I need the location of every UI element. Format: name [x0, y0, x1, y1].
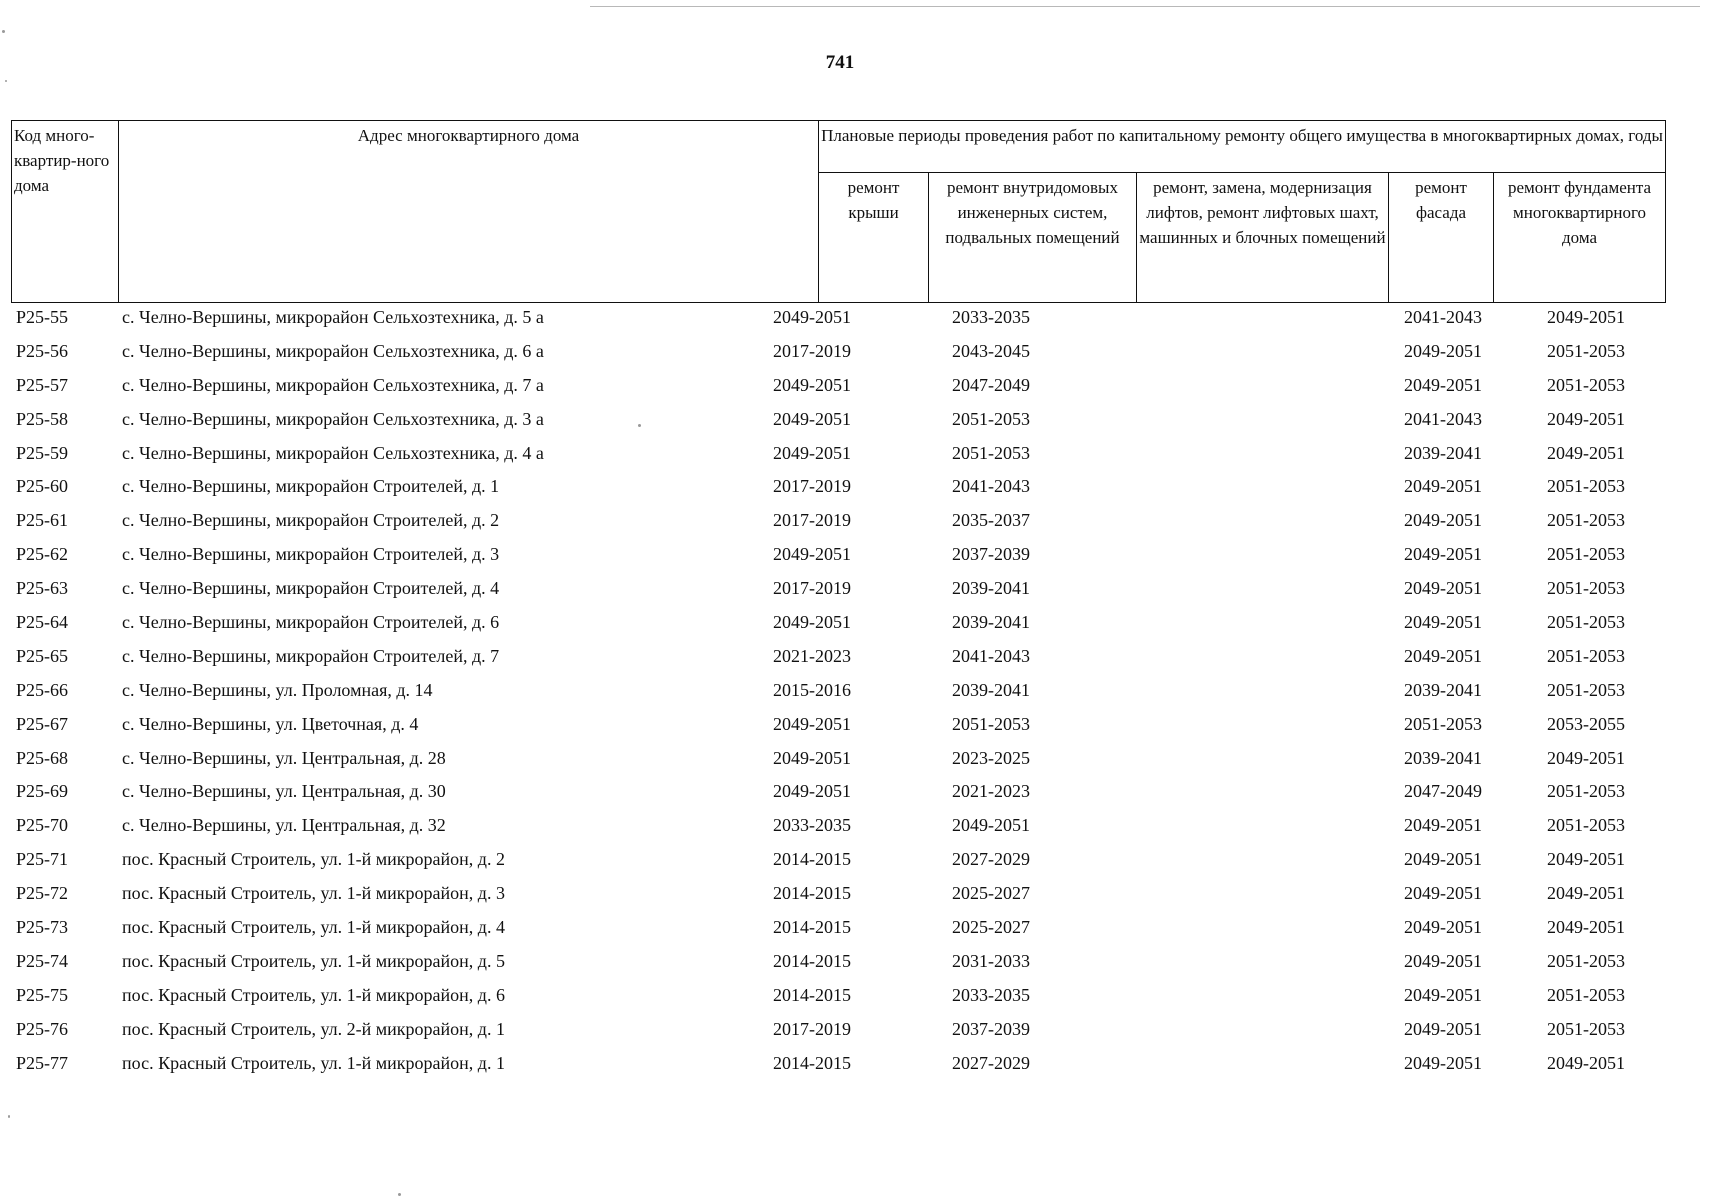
table-row [11, 680, 1665, 714]
cell-code: Р25-67 [16, 713, 69, 734]
cell-code: Р25-74 [16, 950, 69, 971]
cell-foundation: 2051-2053 [1547, 578, 1625, 599]
cell-code: Р25-76 [16, 1018, 69, 1039]
cell-foundation: 2049-2051 [1547, 883, 1625, 904]
cell-address: с. Челно-Вершины, микрорайон Сельхозтехника, д. 5 а [122, 307, 544, 327]
cell-roof: 2014-2015 [773, 1052, 851, 1073]
cell-roof: 2049-2051 [773, 307, 851, 327]
cell-systems: 2047-2049 [952, 374, 1030, 395]
cell-code: Р25-64 [16, 612, 69, 633]
cell-systems: 2051-2053 [952, 408, 1030, 429]
cell-foundation: 2051-2053 [1547, 645, 1625, 666]
cell-code: Р25-75 [16, 984, 69, 1005]
cell-address: с. Челно-Вершины, ул. Центральная, д. 32 [122, 815, 446, 836]
cell-foundation: 2051-2053 [1547, 544, 1625, 565]
cell-code: Р25-68 [16, 747, 69, 768]
table-row [11, 849, 1665, 883]
cell-systems: 2033-2035 [952, 307, 1030, 327]
cell-systems: 2049-2051 [952, 815, 1030, 836]
cell-code: Р25-73 [16, 917, 69, 938]
cell-address: с. Челно-Вершины, ул. Проломная, д. 14 [122, 679, 433, 700]
header-foundation: ремонт фундамента многоквартирного дома [1494, 173, 1666, 303]
cell-roof: 2049-2051 [773, 747, 851, 768]
scan-speck [5, 80, 7, 82]
cell-code: Р25-65 [16, 645, 69, 666]
cell-roof: 2049-2051 [773, 544, 851, 565]
cell-facade: 2049-2051 [1404, 917, 1482, 938]
cell-roof: 2017-2019 [773, 510, 851, 531]
cell-foundation: 2051-2053 [1547, 1018, 1625, 1039]
cell-systems: 2039-2041 [952, 612, 1030, 633]
cell-facade: 2041-2043 [1404, 408, 1482, 429]
cell-code: Р25-62 [16, 544, 69, 565]
cell-address: с. Челно-Вершины, ул. Центральная, д. 30 [122, 781, 446, 802]
cell-systems: 2033-2035 [952, 984, 1030, 1005]
cell-foundation: 2051-2053 [1547, 984, 1625, 1005]
cell-systems: 2039-2041 [952, 679, 1030, 700]
cell-facade: 2049-2051 [1404, 476, 1482, 497]
cell-foundation: 2051-2053 [1547, 815, 1625, 836]
cell-code: Р25-69 [16, 781, 69, 802]
cell-code: Р25-70 [16, 815, 69, 836]
cell-address: с. Челно-Вершины, микрорайон Строителей, д. 2 [122, 510, 500, 531]
scan-speck [398, 1193, 401, 1196]
cell-address: с. Челно-Вершины, микрорайон Строителей, д. 6 [122, 612, 500, 633]
cell-foundation: 2051-2053 [1547, 510, 1625, 531]
cell-facade: 2049-2051 [1404, 544, 1482, 565]
table-row [11, 375, 1665, 409]
cell-address: с. Челно-Вершины, микрорайон Строителей, д. 7 [122, 645, 500, 666]
cell-foundation: 2051-2053 [1547, 476, 1625, 497]
cell-foundation: 2051-2053 [1547, 374, 1625, 395]
cell-address: пос. Красный Строитель, ул. 1-й микрорайон, д. 4 [122, 917, 505, 938]
cell-systems: 2025-2027 [952, 883, 1030, 904]
cell-address: с. Челно-Вершины, микрорайон Сельхозтехника, д. 4 а [122, 442, 544, 463]
cell-foundation: 2051-2053 [1547, 612, 1625, 633]
cell-roof: 2017-2019 [773, 578, 851, 599]
scan-edge-line [590, 6, 1700, 7]
table-row [11, 612, 1665, 646]
table-row [11, 883, 1665, 917]
cell-code: Р25-63 [16, 578, 69, 599]
cell-systems: 2037-2039 [952, 1018, 1030, 1039]
cell-facade: 2049-2051 [1404, 578, 1482, 599]
cell-address: пос. Красный Строитель, ул. 1-й микрорайон, д. 5 [122, 950, 505, 971]
cell-code: Р25-60 [16, 476, 69, 497]
cell-facade: 2049-2051 [1404, 815, 1482, 836]
cell-systems: 2051-2053 [952, 713, 1030, 734]
cell-systems: 2035-2037 [952, 510, 1030, 531]
cell-systems: 2041-2043 [952, 645, 1030, 666]
cell-roof: 2014-2015 [773, 984, 851, 1005]
cell-facade: 2049-2051 [1404, 1052, 1482, 1073]
cell-systems: 2039-2041 [952, 578, 1030, 599]
cell-facade: 2049-2051 [1404, 612, 1482, 633]
table-row [11, 544, 1665, 578]
table-row [11, 1019, 1665, 1053]
cell-roof: 2014-2015 [773, 849, 851, 870]
scan-speck [638, 424, 641, 427]
cell-code: Р25-66 [16, 679, 69, 700]
cell-roof: 2049-2051 [773, 713, 851, 734]
cell-address: пос. Красный Строитель, ул. 1-й микрорайон, д. 1 [122, 1052, 505, 1073]
cell-code: Р25-57 [16, 374, 69, 395]
cell-facade: 2041-2043 [1404, 307, 1482, 327]
table-row [11, 951, 1665, 985]
table-row [11, 578, 1665, 612]
cell-foundation: 2049-2051 [1547, 747, 1625, 768]
table-row [11, 341, 1665, 375]
header-systems: ремонт внутридомовых инженерных систем, подвальных помещений [929, 173, 1137, 303]
cell-foundation: 2049-2051 [1547, 849, 1625, 870]
cell-address: с. Челно-Вершины, микрорайон Сельхозтехника, д. 3 а [122, 408, 544, 429]
cell-systems: 2025-2027 [952, 917, 1030, 938]
cell-roof: 2017-2019 [773, 340, 851, 361]
cell-code: Р25-71 [16, 849, 69, 870]
cell-roof: 2049-2051 [773, 374, 851, 395]
cell-systems: 2021-2023 [952, 781, 1030, 802]
cell-foundation: 2051-2053 [1547, 781, 1625, 802]
cell-roof: 2049-2051 [773, 442, 851, 463]
cell-code: Р25-56 [16, 340, 69, 361]
cell-foundation: 2051-2053 [1547, 679, 1625, 700]
cell-foundation: 2053-2055 [1547, 713, 1625, 734]
cell-systems: 2051-2053 [952, 442, 1030, 463]
cell-address: пос. Красный Строитель, ул. 1-й микрорайон, д. 2 [122, 849, 505, 870]
cell-code: Р25-55 [16, 307, 69, 327]
cell-roof: 2017-2019 [773, 476, 851, 497]
cell-systems: 2041-2043 [952, 476, 1030, 497]
cell-facade: 2049-2051 [1404, 645, 1482, 666]
cell-systems: 2037-2039 [952, 544, 1030, 565]
cell-systems: 2031-2033 [952, 950, 1030, 971]
cell-address: пос. Красный Строитель, ул. 1-й микрорайон, д. 6 [122, 984, 505, 1005]
cell-facade: 2049-2051 [1404, 1018, 1482, 1039]
cell-facade: 2049-2051 [1404, 374, 1482, 395]
cell-facade: 2049-2051 [1404, 340, 1482, 361]
cell-facade: 2049-2051 [1404, 984, 1482, 1005]
table-row [11, 307, 1665, 341]
cell-address: с. Челно-Вершины, микрорайон Сельхозтехника, д. 6 а [122, 340, 544, 361]
cell-roof: 2014-2015 [773, 883, 851, 904]
cell-foundation: 2049-2051 [1547, 408, 1625, 429]
table-row [11, 443, 1665, 477]
cell-roof: 2015-2016 [773, 679, 851, 700]
cell-address: с. Челно-Вершины, микрорайон Строителей, д. 4 [122, 578, 500, 599]
cell-address: с. Челно-Вершины, микрорайон Строителей, д. 3 [122, 544, 500, 565]
cell-roof: 2014-2015 [773, 917, 851, 938]
cell-code: Р25-58 [16, 408, 69, 429]
header-address: Адрес многоквартирного дома [119, 121, 819, 303]
cell-roof: 2014-2015 [773, 950, 851, 971]
header-planned-periods: Плановые периоды проведения работ по капитальному ремонту общего имущества в многоквартирных домах, годы [819, 121, 1666, 173]
table-row [11, 510, 1665, 544]
cell-facade: 2039-2041 [1404, 747, 1482, 768]
header-roof: ремонт крыши [819, 173, 929, 303]
cell-code: Р25-72 [16, 883, 69, 904]
cell-roof: 2049-2051 [773, 612, 851, 633]
cell-foundation: 2049-2051 [1547, 1052, 1625, 1073]
cell-roof: 2021-2023 [773, 645, 851, 666]
header-code: Код много-квартир-ного дома [12, 121, 119, 303]
cell-facade: 2039-2041 [1404, 679, 1482, 700]
cell-systems: 2027-2029 [952, 1052, 1030, 1073]
cell-facade: 2049-2051 [1404, 510, 1482, 531]
cell-code: Р25-59 [16, 442, 69, 463]
cell-address: пос. Красный Строитель, ул. 1-й микрорайон, д. 3 [122, 883, 505, 904]
header-lifts: ремонт, замена, модернизация лифтов, ремонт лифтовых шахт, машинных и блочных помещений [1137, 173, 1389, 303]
cell-systems: 2023-2025 [952, 747, 1030, 768]
cell-roof: 2049-2051 [773, 781, 851, 802]
cell-foundation: 2049-2051 [1547, 442, 1625, 463]
table-row [11, 917, 1665, 951]
scan-speck [8, 1115, 10, 1118]
table-header [11, 120, 1666, 303]
cell-roof: 2033-2035 [773, 815, 851, 836]
cell-systems: 2043-2045 [952, 340, 1030, 361]
cell-code: Р25-61 [16, 510, 69, 531]
table-row [11, 476, 1665, 510]
table-row [11, 748, 1665, 782]
cell-roof: 2049-2051 [773, 408, 851, 429]
cell-foundation: 2051-2053 [1547, 950, 1625, 971]
table-row [11, 409, 1665, 443]
cell-address: пос. Красный Строитель, ул. 2-й микрорайон, д. 1 [122, 1018, 505, 1039]
table-row [11, 1053, 1665, 1087]
table-row [11, 646, 1665, 680]
table-body [11, 307, 1665, 1086]
cell-address: с. Челно-Вершины, микрорайон Строителей, д. 1 [122, 476, 500, 497]
cell-address: с. Челно-Вершины, ул. Цветочная, д. 4 [122, 713, 419, 734]
scan-speck [2, 30, 5, 33]
cell-facade: 2049-2051 [1404, 950, 1482, 971]
cell-systems: 2027-2029 [952, 849, 1030, 870]
cell-address: с. Челно-Вершины, микрорайон Сельхозтехника, д. 7 а [122, 374, 544, 395]
page-number: 741 [825, 52, 855, 73]
cell-address: с. Челно-Вершины, ул. Центральная, д. 28 [122, 747, 446, 768]
table-row [11, 985, 1665, 1019]
cell-facade: 2049-2051 [1404, 883, 1482, 904]
cell-foundation: 2049-2051 [1547, 307, 1625, 327]
cell-facade: 2049-2051 [1404, 849, 1482, 870]
cell-foundation: 2049-2051 [1547, 917, 1625, 938]
cell-foundation: 2051-2053 [1547, 340, 1625, 361]
cell-facade: 2039-2041 [1404, 442, 1482, 463]
table-row [11, 714, 1665, 748]
cell-facade: 2047-2049 [1404, 781, 1482, 802]
table-row [11, 815, 1665, 849]
cell-roof: 2017-2019 [773, 1018, 851, 1039]
header-facade: ремонт фасада [1389, 173, 1494, 303]
table-row [11, 781, 1665, 815]
cell-code: Р25-77 [16, 1052, 69, 1073]
cell-facade: 2051-2053 [1404, 713, 1482, 734]
